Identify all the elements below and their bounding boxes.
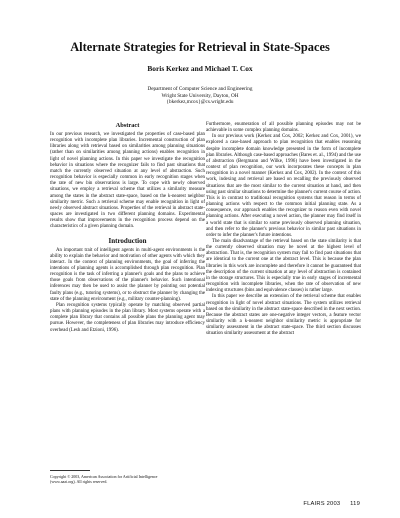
page-footer	[295, 501, 360, 507]
intro-paragraph-2: Plan recognition systems typically operate by matching observed partial plans with planning episodes in the plan library. Most systems operate with a complete plan library that contains all possible plans the planning agent may pursue. However, the completeness of plan libraries may introduce efficiency overhead (Lesh and Etzioni, 1996).	[50, 302, 205, 333]
left-column	[50, 122, 205, 334]
footnote-rule	[50, 470, 90, 471]
author-affiliation	[0, 86, 400, 106]
introduction-heading: Introduction	[108, 236, 147, 245]
conference-name: FLAIRS 2003	[303, 501, 341, 507]
right-paragraph-3: The main disadvantage of the retrieval based on the state similarity is that the currently observed situation may be novel at the highest level of abstraction. That is, the recognition system may fail to find past situations that are identical to the current one at the abstract level. This is because the plan libraries in this work are incomplete and therefore it cannot be guaranteed that the description of the current situation at any level of abstraction is contained in the storage structures. This is especially true in early stages of incremental recognition with incomplete libraries, when the rate of observation of new indexing structures (bins and equivalence classes) is rather large.	[206, 238, 361, 294]
affiliation-university: Wright State University, Dayton, OH	[161, 92, 239, 99]
right-paragraph-4: In this paper we describe an extension of the retrieval scheme that enables recognition in light of novel abstract situations. The system utilizes retrieval based on the similarity in the abstract state-space described in the next section. Because the abstract states are one-negative integer vectors, a feature vector similarity with a k-nearest neighbor similarity metric is appropriate for similarity assessment in the abstract state-space. The third section discusses situation similarity assessment at the abstract	[206, 294, 361, 337]
intro-paragraph-1: An important trait of intelligent agents in multi-agent environments is the ability to explain the behavior and motivation of other agents with which they interact. In the context of planning environments, the goal of inferring the intentions of planning agents is accomplished through plan recognition. Plan recognition is the task of inferring a planner's goals and the plans to achieve those goals from observations of the planner's behavior. Such intentional inferences may then be used to assist the planner by pointing out potential faulty plans (e.g., tutoring systems), or to obstruct the planner by changing the state of the planning environment (e.g., military counter-planning).	[50, 247, 205, 302]
right-column	[206, 122, 361, 337]
right-paragraph-2: In our previous work (Kerkez and Cox, 2002; Kerkez and Cox, 2001), we explored a case-based approach to plan recognition that enables reasoning despite incomplete domain knowledge presented in the form of incomplete plan libraries. Although case-based approaches (Bares et. al., 1994) and the use of abstraction (Bergmann and Wilke, 1996) have been investigated in the context of plan recognition, our work incorporates these concepts in plan recognition in a novel manner (Kerkez and Cox, 2002). In the context of this work, indexing and retrieval are based on recalling the previously observed situations that are the most similar to the current situation at hand, and then using past similar situations to determine the planner's current course of action. This is in contrast to traditional recognition systems that reason in terms of planning actions with respect to the common initial planning state. As a consequence, our approach enables the recognizer to reason even with novel planning actions. After executing a novel action, the planner may find itself in a world state that is similar to some previously observed planning situation, and then refer to the planner's previous behavior in similar past situations in order to infer the planner's future intentions.	[206, 134, 361, 238]
right-paragraph-1: Furthermore, enumeration of all possible planning episodes may not be achievable in some complex planning domains.	[206, 122, 361, 134]
copyright-line-1: Copyright © 2003, American Association for Artificial Intelligence	[50, 474, 158, 479]
affiliation-department: Department of Computer Science and Engineering	[147, 86, 253, 92]
abstract-heading: Abstract	[115, 122, 140, 129]
page-number: 119	[350, 501, 360, 507]
copyright-notice	[50, 470, 190, 484]
affiliation-email: {bkerkez,mcox}@cs.wright.edu	[166, 99, 234, 106]
abstract-text: In our previous research, we investigated the properties of case-based plan recognition with incomplete plan libraries. Incremental construction of plan libraries along with retrieval based on similarities among planning situations (rather than on similarities among planning actions) enables recognition in light of novel planning actions. In this paper we investigate the recognition behavior in situations where the recognizer fails to find past situations that match the currently observed situation at any level of abstraction. Such recognition behavior is especially common in early recognition stages when the rate of new bin observations is large. To cope with newly observed situations, we employ a retrieval scheme that utilizes a similarity measure among the states in the abstract state-space, based on the k-nearest neighbor similarity metric. Such a retrieval scheme may enable recognition in light of newly observed abstract situations. Properties of the retrieval in abstract state-spaces are investigated in two different planning domains. Experimental results show that improvements in the recognition process depend on the characteristics of a given planning domain.	[50, 132, 205, 230]
paper-authors: Boris Kerkez and Michael T. Cox	[147, 64, 253, 73]
copyright-line-2: (www.aaai.org). All rights reserved.	[50, 479, 108, 484]
paper-title: Alternate Strategies for Retrieval in State-Spaces	[70, 40, 330, 54]
